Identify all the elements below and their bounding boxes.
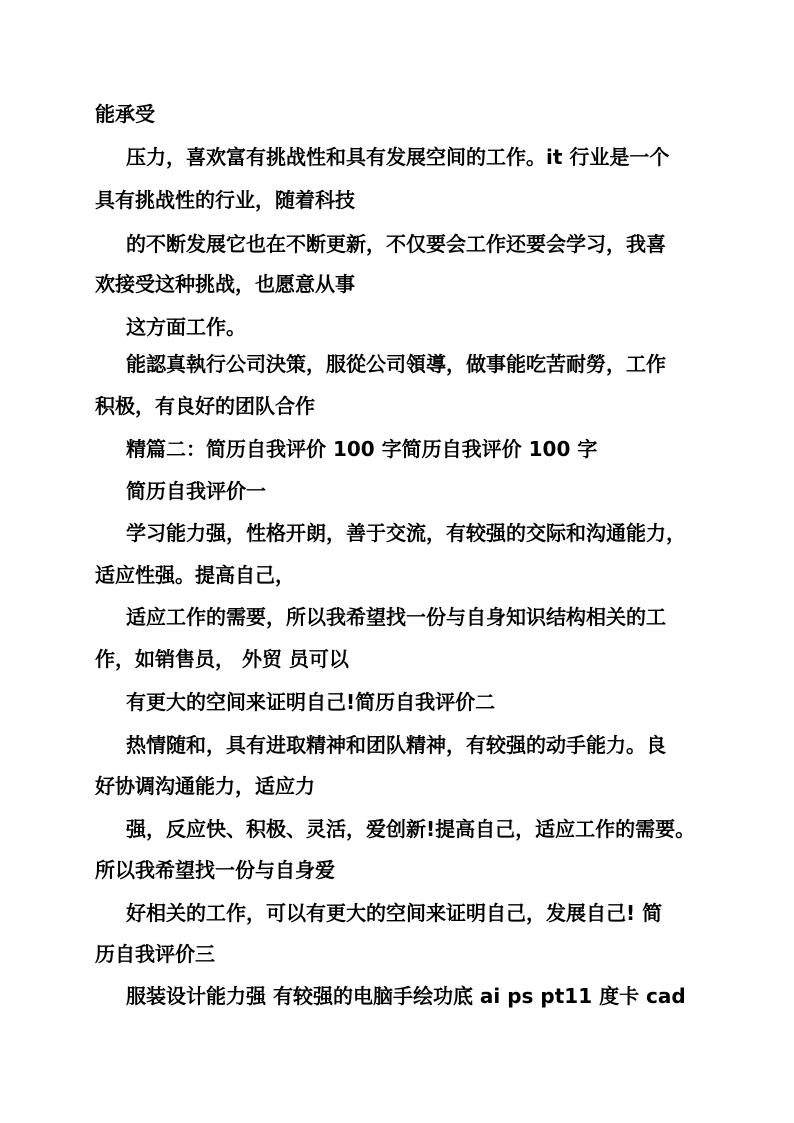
text-line: 所以我希望找一份与自身爱 xyxy=(95,858,335,882)
text-line: 适应性强。提高自己， xyxy=(95,563,295,587)
text-line: 这方面工作。 xyxy=(126,315,246,339)
section-heading: 精篇二：简历自我评价 100 字简历自我评价 100 字 xyxy=(126,437,598,461)
text-line: 热情随和，具有进取精神和团队精神，有较强的动手能力。良 xyxy=(126,733,666,757)
text-line: 能認真執行公司決策，服從公司領導，做事能吃苦耐勞，工作 xyxy=(126,352,666,376)
text-line: 作，如销售员， 外贸 员可以 xyxy=(95,647,349,671)
text-line: 服装设计能力强 有较强的电脑手绘功底 ai ps pt11 度卡 cad xyxy=(126,984,686,1008)
text-line: 有更大的空间来证明自己!简历自我评价二 xyxy=(126,690,496,714)
text-line: 学习能力强，性格开朗，善于交流，有较强的交际和沟通能力， xyxy=(126,521,686,545)
subsection-heading: 简历自我评价一 xyxy=(126,479,266,503)
text-line: 具有挑战性的行业，随着科技 xyxy=(95,188,355,212)
text-line: 适应工作的需要，所以我希望找一份与自身知识结构相关的工 xyxy=(126,605,666,629)
text-line: 强，反应快、积极、灵活，爱创新!提高自己，适应工作的需要。 xyxy=(126,817,696,841)
text-line: 好相关的工作，可以有更大的空间来证明自己，发展自己! 简 xyxy=(126,901,663,925)
text-line: 欢接受这种挑战，也愿意从事 xyxy=(95,272,355,296)
text-line: 积极，有良好的团队合作 xyxy=(95,394,315,418)
text-line: 的不断发展它也在不断更新，不仅要会工作还要会学习，我喜 xyxy=(126,232,666,256)
text-line: 能承受 xyxy=(95,102,155,126)
text-line: 好协调沟通能力，适应力 xyxy=(95,774,315,798)
text-line: 压力，喜欢富有挑战性和具有发展空间的工作。it 行业是一个 xyxy=(126,145,670,169)
text-line: 历自我评价三 xyxy=(95,942,215,966)
